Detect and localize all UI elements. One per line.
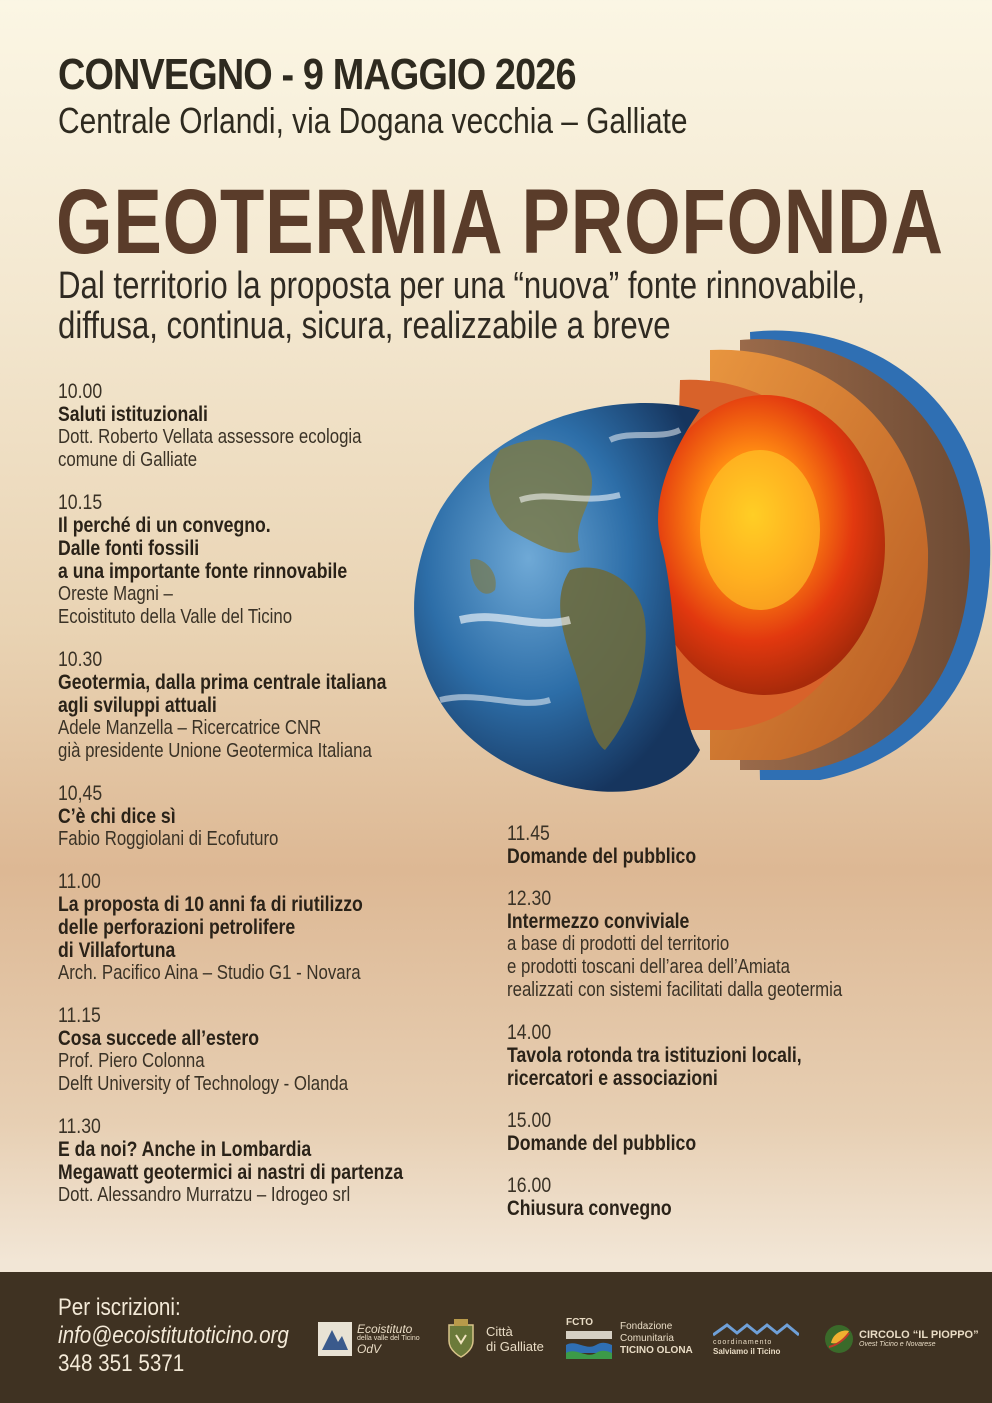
schedule-title: Il perché di un convegno. — [58, 514, 271, 537]
schedule-time: 10.15 — [58, 491, 103, 514]
ecoistituto-sub: della valle del Ticino — [357, 1335, 420, 1342]
event-date-heading: CONVEGNO - 9 MAGGIO 2026 — [58, 50, 576, 99]
schedule-title: a una importante fonte rinnovabile — [58, 560, 348, 583]
schedule-time: 11.15 — [58, 1004, 101, 1027]
schedule-item — [58, 782, 528, 851]
schedule-title: Chiusura convegno — [507, 1197, 672, 1220]
schedule-detail: a base di prodotti del territorio — [507, 933, 730, 955]
schedule-title: Cosa succede all’estero — [58, 1027, 260, 1050]
schedule-time: 10.00 — [58, 380, 103, 403]
schedule-time: 10,45 — [58, 782, 103, 805]
schedule-title: Tavola rotonda tra istituzioni locali, — [507, 1044, 802, 1067]
main-title: GEOTERMIA PROFONDA — [56, 171, 944, 273]
schedule-title: Megawatt geotermici ai nastri di partenza — [58, 1161, 404, 1184]
salviamo-ticino-logo — [713, 1314, 799, 1364]
schedule-title: delle perforazioni petrolifere — [58, 916, 296, 939]
schedule-title: Geotermia, dalla prima centrale italiana — [58, 671, 387, 694]
galliate-line2: di Galliate — [486, 1339, 544, 1354]
schedule-item — [58, 491, 528, 629]
schedule-time: 10.30 — [58, 648, 103, 671]
schedule-item — [507, 822, 977, 868]
schedule-item — [58, 1115, 528, 1207]
schedule-detail: Dott. Roberto Vellata assessore ecologia — [58, 426, 362, 448]
schedule-title: ricercatori e associazioni — [507, 1067, 718, 1090]
schedule-detail: comune di Galliate — [58, 449, 198, 471]
schedule-detail: Ecoistituto della Valle del Ticino — [58, 606, 293, 628]
schedule-detail: Oreste Magni – — [58, 583, 173, 605]
contact-email-link[interactable]: info@ecoistitutoticino.org — [58, 1322, 289, 1349]
ecoistituto-name: Ecoistituto — [357, 1322, 413, 1336]
schedule-item — [507, 1174, 977, 1220]
schedule-item — [58, 648, 528, 763]
circolo-pioppo-logo — [823, 1314, 979, 1364]
salviamo-line2: Salviamo il Ticino — [713, 1346, 781, 1356]
schedule-detail: Adele Manzella – Ricercatrice CNR — [58, 717, 322, 739]
fcto-line3: TICINO OLONA — [620, 1345, 693, 1356]
pioppo-sub: Ovest Ticino e Novarese — [859, 1341, 936, 1348]
contact-block — [58, 1294, 289, 1378]
schedule-detail: realizzati con sistemi facilitati dalla geotermia — [507, 979, 843, 1001]
schedule-time: 11.00 — [58, 870, 101, 893]
sponsor-logos — [318, 1314, 979, 1364]
schedule-item — [58, 380, 528, 472]
schedule-detail: Dott. Alessandro Murratzu – Idrogeo srl — [58, 1184, 351, 1206]
schedule-title: Dalle fonti fossili — [58, 537, 200, 560]
schedule-title: E da noi? Anche in Lombardia — [58, 1138, 312, 1161]
schedule-title: Domande del pubblico — [507, 1132, 697, 1155]
footer — [0, 1272, 992, 1403]
schedule-title: La proposta di 10 anni fa di riutilizzo — [58, 893, 363, 916]
schedule-item — [58, 870, 528, 985]
subtitle-line: Dal territorio la proposta per una “nuova” fonte rinnovabile, — [58, 265, 866, 307]
wave-icon — [713, 1323, 799, 1339]
schedule-detail: Delft University of Technology - Olanda — [58, 1073, 349, 1095]
schedule-item — [507, 887, 977, 1002]
ecoistituto-tag: OdV — [357, 1342, 382, 1356]
schedule-title: agli sviluppi attuali — [58, 694, 217, 717]
schedule-time: 15.00 — [507, 1109, 552, 1132]
schedule-time: 11.45 — [507, 822, 550, 845]
schedule-left — [58, 380, 578, 1226]
schedule-title: Saluti istituzionali — [58, 403, 208, 426]
event-venue: Centrale Orlandi, via Dogana vecchia – Galliate — [58, 100, 688, 141]
galliate-logo — [446, 1314, 544, 1364]
schedule-detail: e prodotti toscani dell’area dell’Amiata — [507, 956, 790, 978]
contact-phone: 348 351 5371 — [58, 1350, 185, 1377]
schedule-right — [507, 822, 992, 1239]
schedule-detail: Prof. Piero Colonna — [58, 1050, 205, 1072]
galliate-line1: Città — [486, 1324, 513, 1339]
salviamo-line1: coordinamento — [713, 1338, 773, 1346]
schedule-detail: Arch. Pacifico Aina – Studio G1 - Novara — [58, 962, 361, 984]
schedule-title: C’è chi dice sì — [58, 805, 176, 828]
ecoistituto-emblem-icon — [318, 1322, 352, 1356]
ecoistituto-logo — [318, 1314, 420, 1364]
river-wave-icon — [566, 1329, 612, 1359]
galliate-crest-icon — [446, 1319, 476, 1359]
pioppo-name: CIRCOLO “IL PIOPPO” — [859, 1329, 979, 1341]
schedule-detail: già presidente Unione Geotermica Italiana — [58, 740, 372, 762]
schedule-item — [507, 1021, 977, 1090]
schedule-time: 16.00 — [507, 1174, 552, 1197]
schedule-time: 12.30 — [507, 887, 552, 910]
fcto-line1: Fondazione — [620, 1321, 673, 1332]
leaf-icon — [823, 1323, 855, 1355]
schedule-title: Domande del pubblico — [507, 845, 697, 868]
subtitle-line: diffusa, continua, sicura, realizzabile a breve — [58, 305, 671, 347]
fcto-logo — [566, 1314, 693, 1364]
schedule-time: 14.00 — [507, 1021, 552, 1044]
schedule-title: Intermezzo conviviale — [507, 910, 690, 933]
schedule-detail: Fabio Roggiolani di Ecofuturo — [58, 828, 279, 850]
schedule-title: di Villafortuna — [58, 939, 176, 962]
schedule-item — [58, 1004, 528, 1096]
contact-label: Per iscrizioni: — [58, 1294, 181, 1321]
schedule-item — [507, 1109, 977, 1155]
fcto-line2: Comunitaria — [620, 1333, 674, 1344]
schedule-time: 11.30 — [58, 1115, 101, 1138]
fcto-abbr: FCTO — [566, 1317, 594, 1328]
